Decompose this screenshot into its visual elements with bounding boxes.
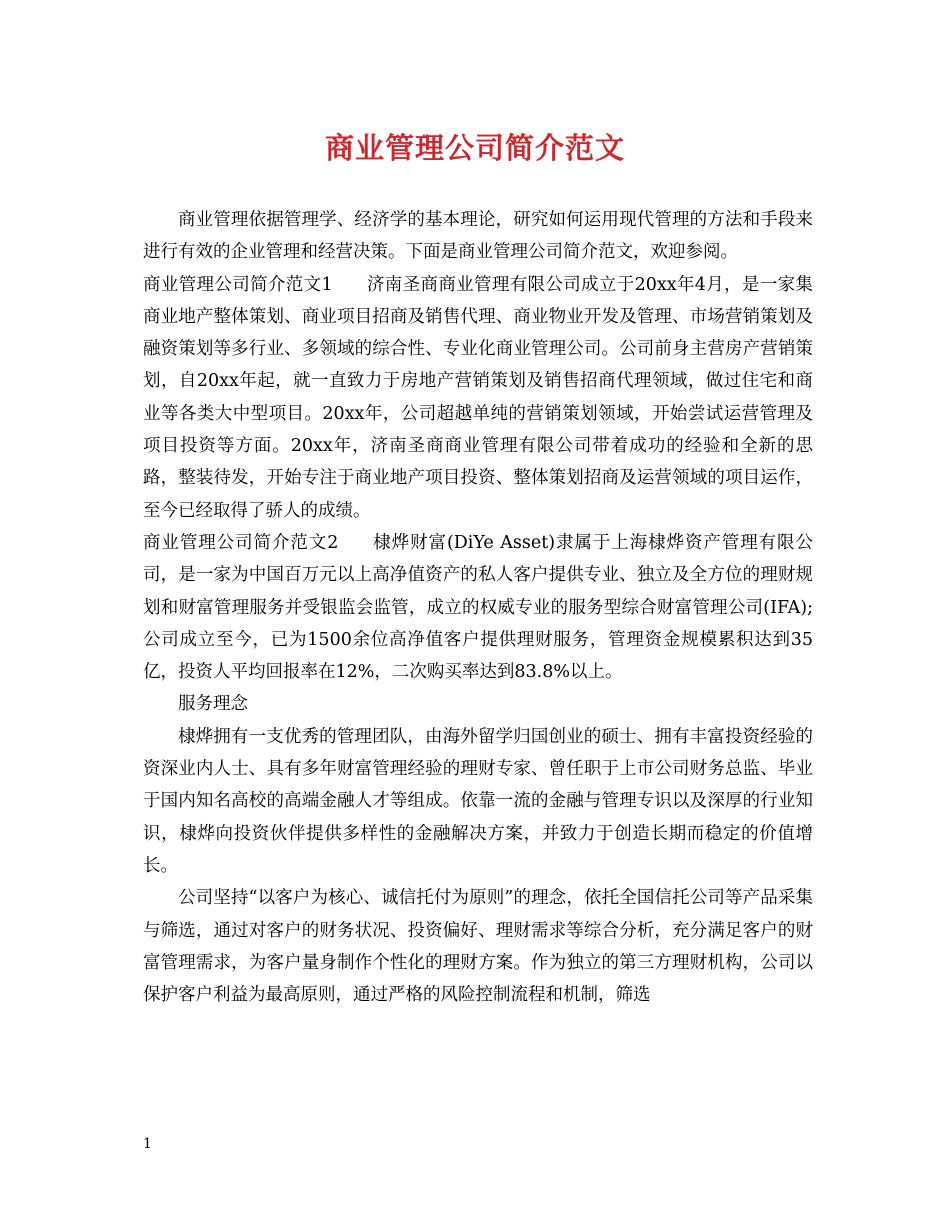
section-2-label: 商业管理公司简介范文2 bbox=[143, 532, 339, 553]
team-paragraph: 棣烨拥有一支优秀的管理团队，由海外留学归国创业的硕士、拥有丰富投资经验的资深业内人士、具有多年财富管理经验的理财专家、曾任职于上市公司财务总监、毕业于国内知名高校的高端金融人才等组成。依靠一流的金融与管理专识以及深厚的行业知识，棣烨向投资伙伴提供多样性的金融解决方案，并致力于创造长期而稳定的价值增长。 bbox=[143, 726, 813, 876]
section-2-paragraph bbox=[143, 527, 813, 688]
document-body bbox=[143, 204, 813, 1011]
section-2-text: 棣烨财富(DiYe Asset)隶属于上海棣烨资产管理有限公司，是一家为中国百万元以上高净值资产的私人客户提供专业、独立及全方位的理财规划和财富管理服务并受银监会监管，成立的权威专业的服务型综合财富管理公司(IFA);公司成立至今，已为1500余位高净值客户提供理财服务，管理资金规模累积达到35亿，投资人平均回报率在12%，二次购买率达到83.8%以上。 bbox=[143, 532, 813, 683]
principle-paragraph: 公司坚持“以客户为核心、诚信托付为原则”的理念，依托全国信托公司等产品采集与筛选，通过对客户的财务状况、投资偏好、理财需求等综合分析，充分满足客户的财富管理需求，为客户量身制作个性化的理财方案。作为独立的第三方理财机构，公司以保护客户利益为最高原则，通过严格的风险控制流程和机制，筛选 bbox=[143, 888, 813, 1006]
section-1-label: 商业管理公司简介范文1 bbox=[143, 274, 333, 295]
page-title: 商业管理公司简介范文 bbox=[324, 131, 625, 165]
section-1-text: 济南圣商商业管理有限公司成立于20xx年4月，是一家集商业地产整体策划、商业项目招商及销售代理、商业物业开发及管理、市场营销策划及融资策划等多行业、多领域的综合性、专业化商业管理公司。公司前身主营房产营销策划，自20xx年起，就一直致力于房地产营销策划及销售招商代理领域，做过住宅和商业等各类大中型项目。20xx年，公司超越单纯的营销策划领域，开始尝试运营管理及项目投资等方面。20xx年，济南圣商商业管理有限公司带着成功的经验和全新的思路，整装待发，开始专注于商业地产项目投资、整体策划招商及运营领域的项目运作，至今已经取得了骄人的成绩。 bbox=[143, 274, 814, 521]
service-heading: 服务理念 bbox=[178, 694, 248, 715]
section-1-paragraph bbox=[143, 269, 813, 527]
intro-paragraph: 商业管理依据管理学、经济学的基本理论，研究如何运用现代管理的方法和手段来进行有效的企业管理和经营决策。下面是商业管理公司简介范文，欢迎参阅。 bbox=[143, 210, 813, 263]
page-number: 1 bbox=[143, 1136, 152, 1152]
